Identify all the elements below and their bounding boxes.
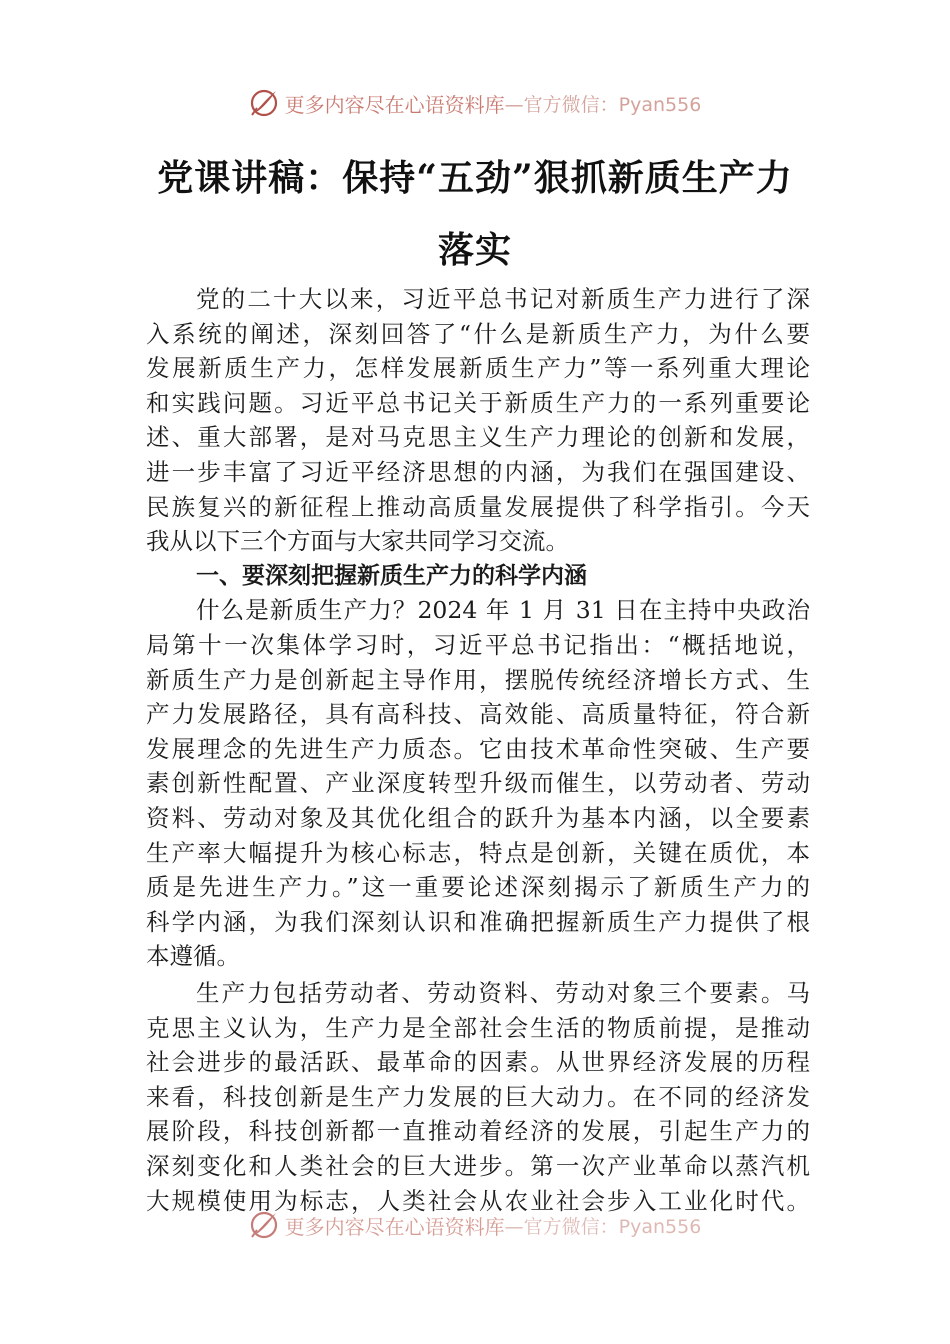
footer-watermark bbox=[0, 1208, 950, 1242]
paragraph-line: 克思主义认为，生产力是全部社会生活的物质前提，是推动 bbox=[146, 1013, 810, 1042]
paragraph-line: 民族复兴的新征程上推动高质量发展提供了科学指引。今天 bbox=[146, 492, 810, 521]
paragraph-line: 产力发展路径，具有高科技、高效能、高质量特征，符合新 bbox=[146, 700, 810, 729]
paragraph-line: 质是先进生产力。”这一重要论述深刻揭示了新质生产力的 bbox=[146, 873, 810, 902]
paragraph-line: 党的二十大以来，习近平总书记对新质生产力进行了深 bbox=[196, 285, 810, 313]
paragraph-line: 进一步丰富了习近平经济思想的内涵，为我们在强国建设、 bbox=[146, 458, 810, 486]
quill-logo-icon bbox=[249, 1210, 279, 1240]
paragraph-line: 述、重大部署，是对马克思主义生产力理论的创新和发展， bbox=[146, 423, 810, 452]
watermark-brand: 更多内容尽在心语资料库 bbox=[284, 1214, 505, 1239]
paragraph-line: 入系统的阐述，深刻回答了“什么是新质生产力，为什么要 bbox=[146, 319, 810, 348]
paragraph-line: 大规模使用为标志，人类社会从农业社会步入工业化时代。 bbox=[146, 1186, 810, 1215]
watermark-suffix: —官方微信：Pyan556 bbox=[504, 1215, 702, 1238]
paragraph-line: 和实践问题。习近平总书记关于新质生产力的一系列重要论 bbox=[146, 388, 810, 417]
paragraph-line: 生产率大幅提升为核心标志，特点是创新，关键在质优，本 bbox=[146, 838, 810, 867]
paragraph-line: 来看，科技创新是生产力发展的巨大动力。在不同的经济发 bbox=[146, 1082, 810, 1111]
paragraph-line: 资料、劳动对象及其优化组合的跃升为基本内涵，以全要素 bbox=[146, 804, 810, 832]
paragraph-line: 本遵循。 bbox=[146, 942, 240, 971]
paragraph-line: 展阶段，科技创新都一直推动着经济的发展，引起生产力的 bbox=[146, 1117, 810, 1146]
watermark-suffix: —官方微信：Pyan556 bbox=[504, 93, 702, 116]
quill-logo-icon bbox=[249, 88, 279, 118]
watermark-brand: 更多内容尽在心语资料库 bbox=[284, 92, 505, 117]
paragraph-line: 新质生产力是创新起主导作用，摆脱传统经济增长方式、生 bbox=[146, 665, 810, 694]
document-title-line-2: 落实 bbox=[437, 229, 512, 271]
document-title-line-1: 党课讲稿：保持“五劲”狠抓新质生产力 bbox=[157, 157, 793, 199]
paragraph-line: 什么是新质生产力？2024 年 1 月 31 日在主持中央政治 bbox=[196, 596, 810, 625]
paragraph-line: 深刻变化和人类社会的巨大进步。第一次产业革命以蒸汽机 bbox=[146, 1152, 810, 1180]
section-heading: 一、要深刻把握新质生产力的科学内涵 bbox=[196, 562, 587, 589]
header-watermark bbox=[0, 86, 950, 120]
paragraph-line: 局第十一次集体学习时，习近平总书记指出：“概括地说， bbox=[146, 631, 810, 659]
paragraph-line: 生产力包括劳动者、劳动资料、劳动对象三个要素。马 bbox=[196, 979, 810, 1007]
paragraph-line: 发展理念的先进生产力质态。它由技术革命性突破、生产要 bbox=[146, 734, 810, 763]
paragraph-line: 我从以下三个方面与大家共同学习交流。 bbox=[146, 527, 569, 556]
paragraph-line: 素创新性配置、产业深度转型升级而催生，以劳动者、劳动 bbox=[146, 769, 810, 798]
paragraph-line: 社会进步的最活跃、最革命的因素。从世界经济发展的历程 bbox=[146, 1048, 810, 1077]
paragraph-line: 科学内涵，为我们深刻认识和准确把握新质生产力提供了根 bbox=[146, 907, 810, 936]
paragraph-line: 发展新质生产力，怎样发展新质生产力”等一系列重大理论 bbox=[146, 354, 810, 383]
